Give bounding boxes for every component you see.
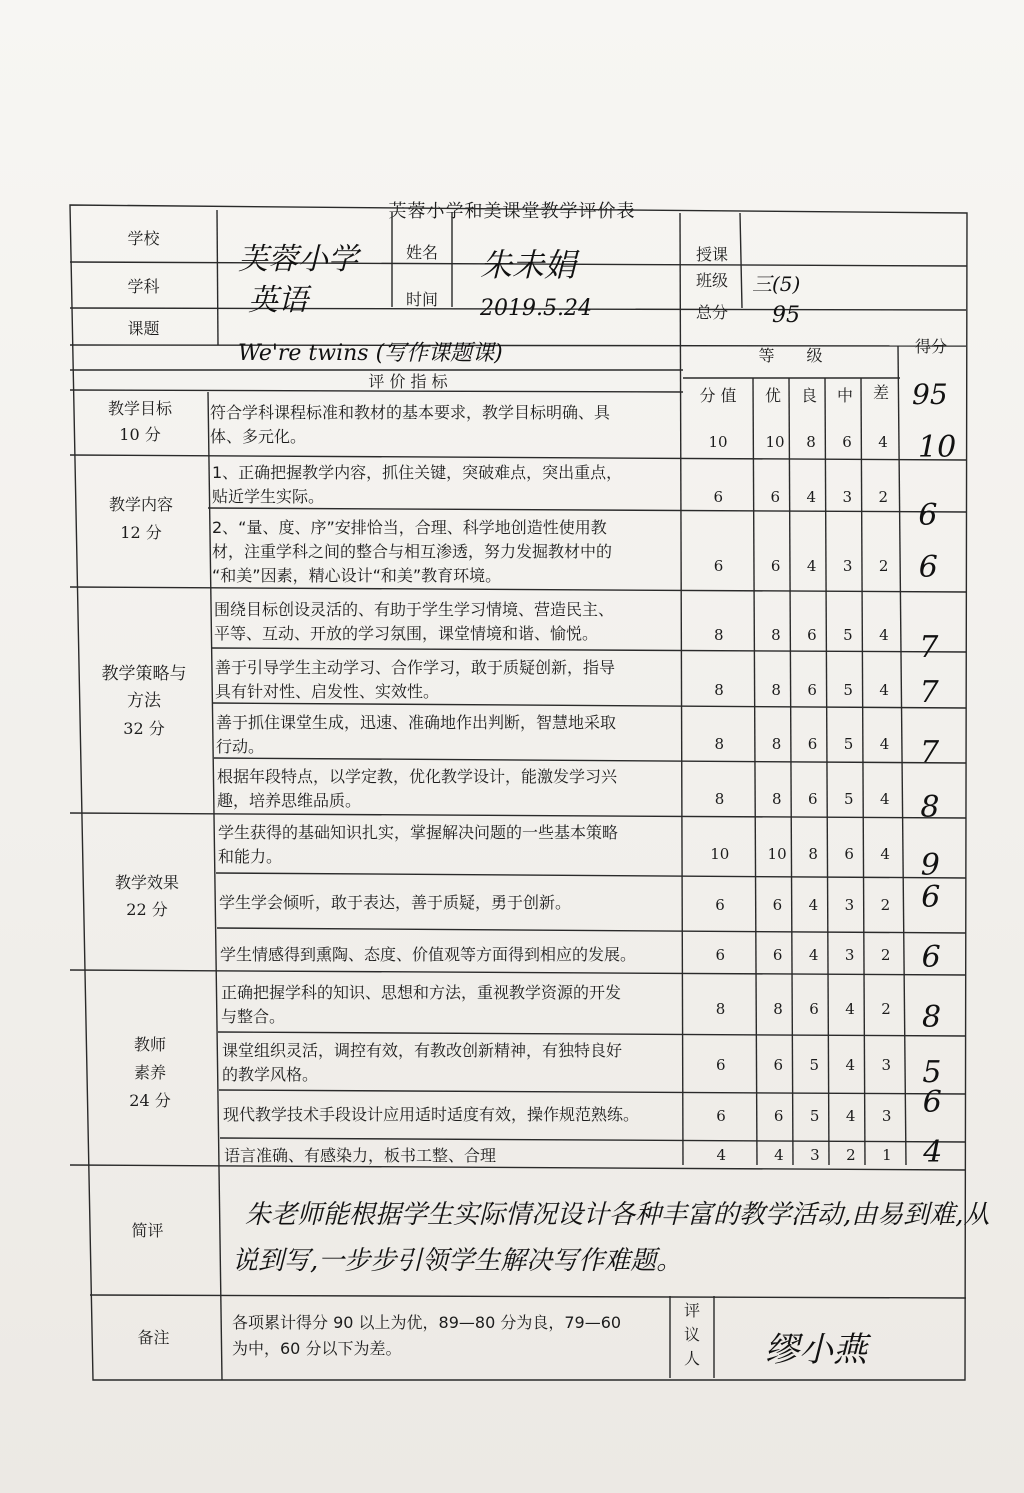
grade-value: 5 bbox=[844, 790, 854, 808]
comment-label: 简评 bbox=[131, 1221, 164, 1240]
criterion-text: 善于抓住课堂生成，迅速、准确地作出判断，智慧地采取 bbox=[216, 713, 617, 732]
grade-value: 6 bbox=[715, 1056, 726, 1074]
grade-value: 2 bbox=[880, 896, 891, 914]
note-line-2: 为中，60 分以下为差。 bbox=[232, 1339, 402, 1358]
score-value: 4 bbox=[923, 1135, 943, 1170]
time-value: 2019.5.24 bbox=[480, 296, 592, 321]
criterion-text: 趣，培养思维品质。 bbox=[217, 791, 362, 810]
grade-value: 5 bbox=[809, 1056, 820, 1074]
criterion-text: 体、多元化。 bbox=[210, 427, 307, 446]
criterion-text: 与整合。 bbox=[221, 1007, 286, 1026]
criterion-text: 善于引导学生主动学习、合作学习，敢于质疑创新，指导 bbox=[215, 658, 616, 677]
grade-value: 8 bbox=[715, 1000, 726, 1018]
grade-value: 6 bbox=[807, 681, 817, 699]
reviewer-label-1: 评 bbox=[683, 1301, 700, 1320]
grade-value: 6 bbox=[773, 1107, 784, 1125]
score-value: 7 bbox=[920, 735, 940, 770]
indicator-header: 评 价 指 标 bbox=[368, 372, 448, 391]
grade-value: 8 bbox=[773, 1000, 783, 1018]
good-header: 良 bbox=[800, 386, 817, 405]
grade-value: 4 bbox=[808, 946, 819, 964]
grade-value: 6 bbox=[772, 946, 783, 964]
comment-line-2: 说到写,一步步引领学生解决写作难题。 bbox=[232, 1246, 683, 1276]
reviewer-label-2: 议 bbox=[683, 1325, 700, 1344]
grade-value: 3 bbox=[881, 1056, 892, 1074]
criterion-text: 学生情感得到熏陶、态度、价值观等方面得到相应的发展。 bbox=[220, 945, 637, 964]
grade-value: 4 bbox=[774, 1146, 784, 1164]
subject-value: 英语 bbox=[248, 283, 308, 318]
note-label: 备注 bbox=[137, 1328, 170, 1347]
criterion-text: 学生获得的基础知识扎实，掌握解决问题的一些基本策略 bbox=[218, 823, 619, 842]
medium-header: 中 bbox=[836, 386, 853, 405]
criterion-text: “和美”因素，精心设计“和美”教育环境。 bbox=[212, 566, 502, 585]
grade-value: 3 bbox=[810, 1146, 820, 1164]
grade-value: 8 bbox=[808, 845, 818, 863]
topic-label: 课题 bbox=[127, 319, 160, 338]
criterion-text: 具有针对性、启发性、实效性。 bbox=[215, 682, 440, 701]
evaluation-sheet: 芙蓉小学和美课堂教学评价表 学校 芙蓉小学 姓名 朱未娟 授课 班级 三(5) 学科 英语 时间 2019.5.24 总分 95 课题 We're twins (写作课题课) 评 价 指 标 等 级 得分 分 值 优 良 中 差 95 教学目标 10 分 教学内容 12 分 教学策略与 方法 32 分 教学效果 22 分 教师 素养 24 分 符合学科课程标准和教材的基本要求，教学目标明确、具 体、多元化。 10 10 8 6 4 10 1、正确把握教学内容，抓住关键，突破难点，突出重点， 贴近学生实际。 6 6 4 3 2 6 2、“量、度、序”安排恰当，合理、科学地创造性使用教 材，注重学科之间的整合与相互渗透，努力发掘教材中的 “和美”因素，精心设计“和美”教育环境。 6 6 4 3 2 6 围绕目标创设灵活的、有助于学生学习情境、营造民主、 平等、互动、开放的学习氛围，课堂情境和谐、愉悦。 8 8 6 5 4 7 善于引导学生主动学习、合作学习，敢于质疑创新，指导 具有针对性、启发性、实效性。 8 8 6 5 4 7 善于抓住课堂生成，迅速、准确地作出判断，智慧地采取 行动。 8 8 6 5 4 7 根据年段特点，以学定教，优化教学设计，能激发学习兴 趣，培养思维品质。 8 8 6 5 4 8 学生获得的基础知识扎实，掌握解决问题的一些基本策略 和能力。 10 10 8 6 4 9 学生学会倾听，敢于表达，善于质疑，勇于创新。 6 6 4 3 2 6 学生情感得到熏陶、态度、价值观等方面得到相应的发展。 6 6 4 3 2 6 正确把握学科的知识、思想和方法，重视教学资源的开发 与整合。 8 8 6 4 2 8 课堂组织灵活，调控有效，有教改创新精神，有独特良好 的教学风格。 6 6 5 4 3 5 现代教学技术手段设计应用适时适度有效，操作规范熟练。 6 6 5 4 3 6 语言准确、有感染力，板书工整、合理 4 4 3 2 1 4 简评 朱老师能根据学生实际情况设计各种丰富的教学活动,由易到难,从 说到写,一步步引领学生解决写作难题。 备注 各项累计得分 90 以上为优，89—80 分为良，79—60 为中，60 分以下为差。 评 议 人 缪小燕 bbox=[0, 0, 1024, 1493]
time-label: 时间 bbox=[405, 290, 438, 309]
grade-value: 8 bbox=[771, 681, 781, 699]
criterion-text: 根据年段特点，以学定教，优化教学设计，能激发学习兴 bbox=[217, 767, 618, 786]
score-value: 6 bbox=[922, 1085, 942, 1120]
score-value: 5 bbox=[922, 1055, 942, 1090]
reviewer-label-3: 人 bbox=[683, 1349, 700, 1368]
criterion-text: 1、正确把握教学内容，抓住关键，突破难点，突出重点， bbox=[212, 463, 623, 482]
grade-value: 6 bbox=[770, 488, 781, 506]
grade-value: 1 bbox=[882, 1146, 892, 1164]
comment-line-1: 朱老师能根据学生实际情况设计各种丰富的教学活动,由易到难,从 bbox=[245, 1200, 990, 1230]
grade-value: 3 bbox=[844, 946, 855, 964]
grade-value: 2 bbox=[846, 1146, 856, 1164]
criterion-text: 的教学风格。 bbox=[222, 1065, 319, 1084]
grade-value: 6 bbox=[807, 735, 818, 753]
criterion-text: 围绕目标创设灵活的、有助于学生学习情境、营造民主、 bbox=[214, 600, 615, 619]
grade-value: 10 bbox=[765, 433, 785, 451]
criterion-text: 课堂组织灵活，调控有效，有教改创新精神，有独特良好 bbox=[222, 1041, 623, 1060]
criterion-text: 现代教学技术手段设计应用适时适度有效，操作规范熟练。 bbox=[223, 1105, 640, 1124]
school-value: 芙蓉小学 bbox=[238, 242, 358, 277]
grade-value: 10 bbox=[710, 845, 730, 863]
score-value: 6 bbox=[918, 550, 938, 585]
grade-value: 5 bbox=[843, 735, 854, 753]
grade-value: 4 bbox=[878, 433, 888, 451]
score-value: 6 bbox=[921, 940, 941, 975]
score-value: 7 bbox=[919, 675, 939, 710]
criterion-text: 材，注重学科之间的整合与相互渗透，努力发掘教材中的 bbox=[212, 542, 613, 561]
grade-value: 6 bbox=[713, 557, 724, 575]
grade-value: 8 bbox=[714, 790, 725, 808]
grade-value: 4 bbox=[880, 790, 890, 808]
score-value: 8 bbox=[920, 790, 940, 825]
grade-value: 5 bbox=[843, 626, 853, 644]
criterion-text: 语言准确、有感染力，板书工整、合理 bbox=[224, 1146, 497, 1165]
subject-label: 学科 bbox=[127, 277, 160, 296]
grade-value: 8 bbox=[714, 735, 725, 753]
grade-value: 8 bbox=[772, 790, 782, 808]
criterion-text: 符合学科课程标准和教材的基本要求，教学目标明确、具 bbox=[210, 403, 611, 422]
grade-value: 6 bbox=[808, 790, 818, 808]
grade-value: 4 bbox=[879, 626, 889, 644]
grade-value: 6 bbox=[773, 1056, 784, 1074]
grade-value: 6 bbox=[772, 896, 783, 914]
score-value: 6 bbox=[918, 498, 938, 533]
name-value: 朱未娟 bbox=[480, 246, 577, 284]
grade-value: 10 bbox=[767, 845, 787, 863]
grade-value: 4 bbox=[879, 735, 890, 753]
grade-value: 6 bbox=[809, 1000, 819, 1018]
grade-value: 8 bbox=[713, 626, 724, 644]
grade-value: 4 bbox=[806, 557, 817, 575]
school-label: 学校 bbox=[127, 229, 160, 248]
score-value: 7 bbox=[919, 630, 939, 665]
grade-value: 8 bbox=[806, 433, 816, 451]
criterion-text: 和能力。 bbox=[218, 847, 283, 866]
grade-value: 6 bbox=[842, 433, 852, 451]
grade-value: 8 bbox=[714, 681, 724, 699]
score-value: 6 bbox=[921, 880, 941, 915]
grade-value: 3 bbox=[842, 557, 853, 575]
grade-value: 2 bbox=[881, 1000, 891, 1018]
grade-value: 4 bbox=[845, 1000, 855, 1018]
grade-value: 4 bbox=[806, 488, 817, 506]
grade-value: 5 bbox=[809, 1107, 820, 1125]
score-value: 10 bbox=[918, 430, 957, 465]
grade-value: 4 bbox=[716, 1146, 727, 1164]
grade-value: 4 bbox=[880, 845, 890, 863]
grade-value: 2 bbox=[880, 946, 891, 964]
grade-value: 6 bbox=[713, 488, 724, 506]
topic-value: We're twins (写作课题课) bbox=[238, 341, 503, 366]
name-label: 姓名 bbox=[405, 243, 438, 262]
page-title: 芙蓉小学和美课堂教学评价表 bbox=[388, 201, 636, 222]
grade-value: 6 bbox=[716, 1107, 726, 1125]
criterion-text: 学生学会倾听，敢于表达，善于质疑，勇于创新。 bbox=[219, 893, 572, 912]
grade-value: 8 bbox=[771, 735, 782, 753]
poor-header: 差 bbox=[872, 383, 889, 402]
reviewer-signature: 缪小燕 bbox=[765, 1330, 867, 1370]
grade-value: 2 bbox=[878, 557, 889, 575]
score-header: 得分 bbox=[914, 337, 947, 356]
grade-value: 6 bbox=[715, 946, 726, 964]
value-header: 分 值 bbox=[699, 386, 737, 405]
class-value: 三(5) bbox=[752, 272, 801, 296]
grade-value: 3 bbox=[844, 896, 855, 914]
grade-value: 4 bbox=[845, 1056, 856, 1074]
class-label-1: 授课 bbox=[695, 245, 728, 264]
total-value: 95 bbox=[772, 303, 800, 328]
score-value: 9 bbox=[920, 848, 940, 883]
grade-value: 3 bbox=[842, 488, 853, 506]
grade-value: 6 bbox=[770, 557, 781, 575]
grade-value: 6 bbox=[715, 896, 725, 914]
excellent-header: 优 bbox=[764, 386, 781, 405]
grade-value: 4 bbox=[879, 681, 889, 699]
grade-value: 4 bbox=[845, 1107, 856, 1125]
score-value: 8 bbox=[922, 1000, 942, 1035]
criterion-text: 贴近学生实际。 bbox=[212, 487, 325, 506]
criterion-text: 2、“量、度、序”安排恰当，合理、科学地创造性使用教 bbox=[212, 518, 607, 537]
grade-value: 6 bbox=[807, 626, 817, 644]
score-total: 95 bbox=[912, 378, 948, 411]
criterion-text: 行动。 bbox=[216, 737, 265, 756]
class-label-2: 班级 bbox=[695, 271, 728, 290]
criterion-text: 正确把握学科的知识、思想和方法，重视教学资源的开发 bbox=[221, 983, 622, 1002]
grade-value: 5 bbox=[843, 681, 853, 699]
grade-header: 等 级 bbox=[758, 346, 823, 365]
total-label: 总分 bbox=[695, 303, 728, 322]
grade-value: 6 bbox=[844, 845, 854, 863]
grade-value: 2 bbox=[878, 488, 889, 506]
note-line-1: 各项累计得分 90 以上为优，89—80 分为良，79—60 bbox=[232, 1313, 622, 1332]
grade-value: 8 bbox=[771, 626, 781, 644]
grade-value: 10 bbox=[708, 433, 728, 451]
grade-value: 3 bbox=[881, 1107, 892, 1125]
criterion-text: 平等、互动、开放的学习氛围，课堂情境和谐、愉悦。 bbox=[214, 624, 599, 643]
grade-value: 4 bbox=[808, 896, 819, 914]
